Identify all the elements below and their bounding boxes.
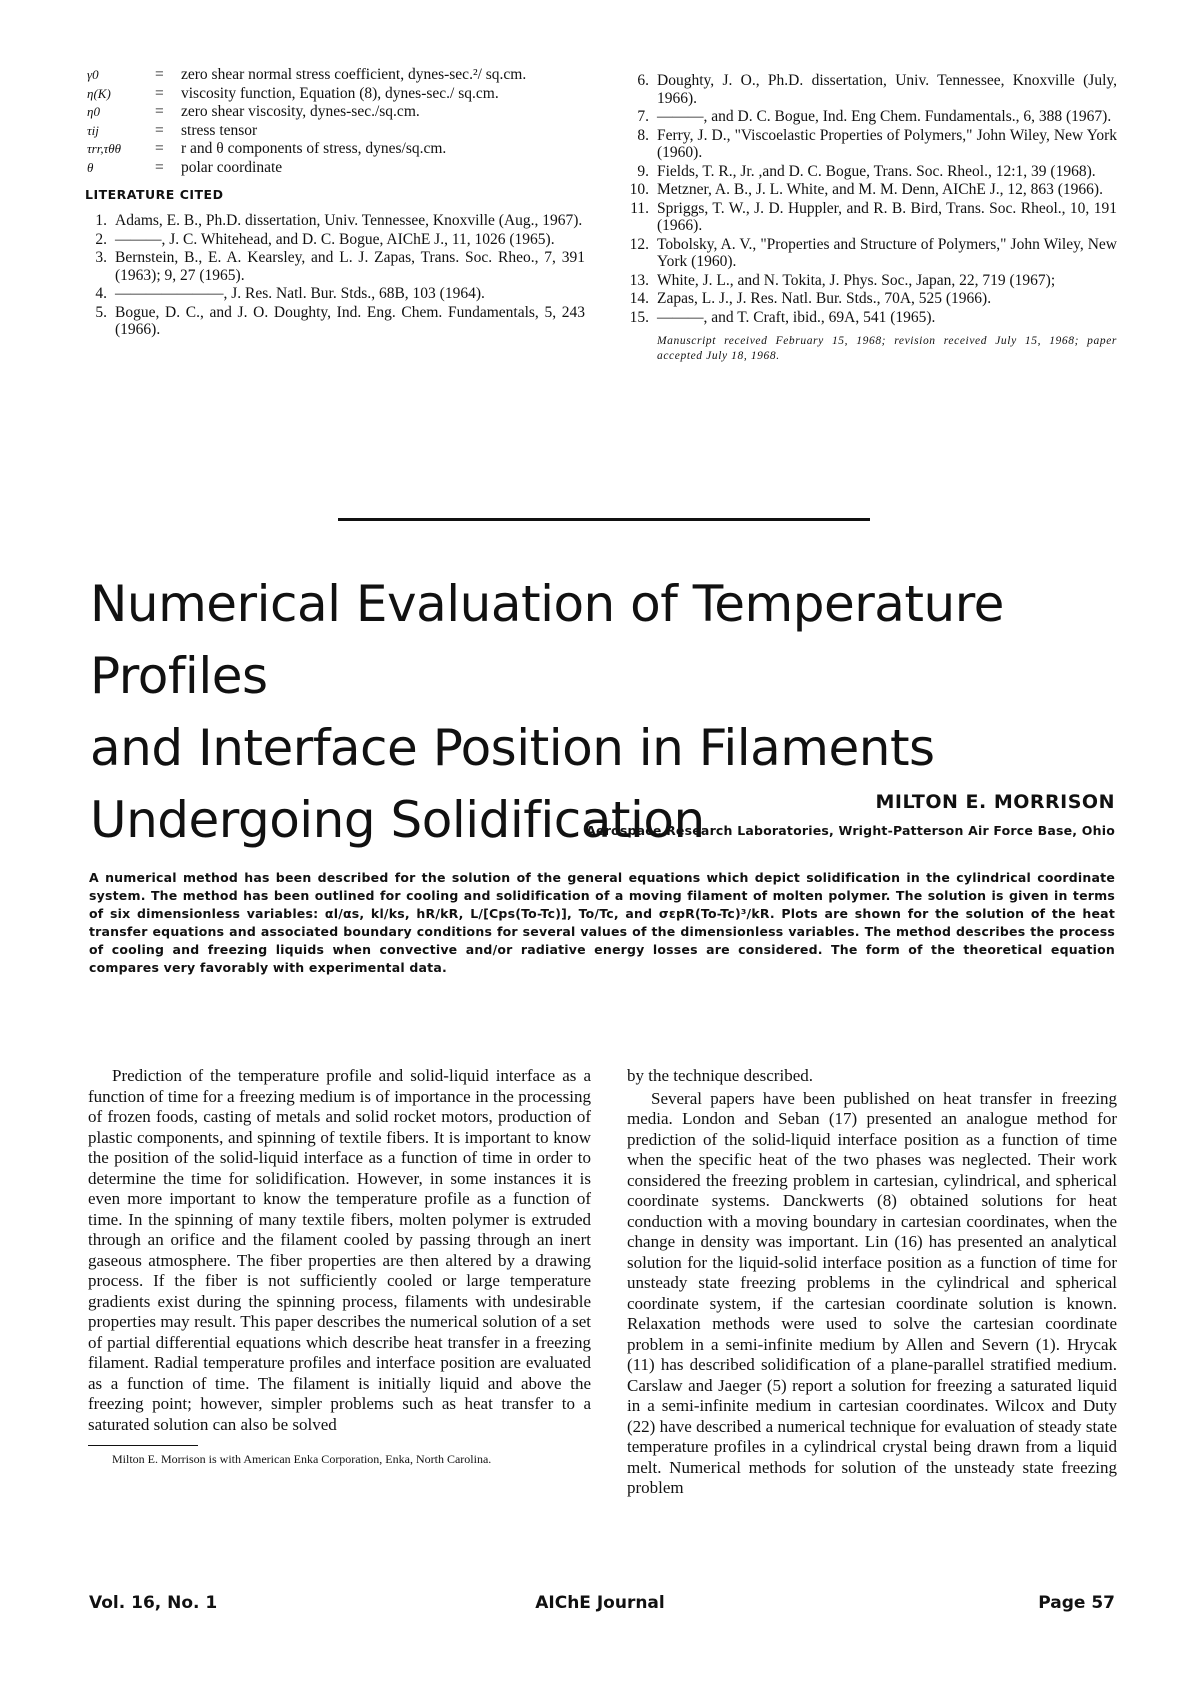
footnote-divider <box>88 1445 198 1446</box>
footer-volume: Vol. 16, No. 1 <box>89 1593 218 1613</box>
reference-number: 5. <box>95 303 107 321</box>
reference-number: 2. <box>95 230 107 248</box>
reference-item <box>627 236 1117 271</box>
reference-number: 12. <box>629 235 649 253</box>
nomenclature-definition: stress tensor <box>181 121 258 139</box>
nomenclature-definition: viscosity function, Equation (8), dynes-sec./ sq.cm. <box>181 84 499 102</box>
nomenclature-definition: zero shear viscosity, dynes-sec./sq.cm. <box>181 103 420 120</box>
reference-text: Tobolsky, A. V., "Properties and Structure of Polymers," John Wiley, New York (1960). <box>657 235 1117 270</box>
title-line: Undergoing Solidification <box>90 791 705 849</box>
footer-page-number: Page 57 <box>1038 1593 1115 1613</box>
reference-text: Adams, E. B., Ph.D. dissertation, Univ. Tennessee, Knoxville (Aug., 1967). <box>115 212 583 229</box>
reference-number: 11. <box>630 199 649 217</box>
reference-text: Zapas, L. J., J. Res. Natl. Bur. Stds., 70A, 525 (1966). <box>657 290 992 307</box>
reference-number: 1. <box>95 212 107 229</box>
nomenclature-symbol: τij <box>87 122 99 138</box>
nomenclature-definition: r and θ components of stress, dynes/sq.cm. <box>181 140 447 157</box>
reference-item <box>85 231 585 249</box>
reference-number: 13. <box>629 271 649 289</box>
abstract: A numerical method has been described for the solution of the general equations which depict solidification in the cylindrical coordinate system. The method has been outlined for cooling and solidification of a moving filament of molten polymer. The solution is given in terms of six dimensionless variables: αl/αs, kl/ks, hR/kR, L/[Cps(To-Tc)], To/Tc, and σεpR(To-Tc)³/kR. Plots are shown for the solution of the heat transfer equations and associated boundary conditions for several values of the dimensionless variables. The method describes the process of cooling and freezing liquids when convective and/or radiative energy losses are considered. The form of the theoretical equation compares very favorably with experimental data. <box>89 870 1115 975</box>
nomenclature-list <box>85 66 585 177</box>
reference-text: Ferry, J. D., "Viscoelastic Properties of Polymers," John Wiley, New York (1960). <box>657 126 1117 161</box>
literature-cited-heading: LITERATURE CITED <box>85 187 224 202</box>
reference-text: Fields, T. R., Jr. ,and D. C. Bogue, Trans. Soc. Rheol., 12:1, 39 (1968). <box>657 162 1096 180</box>
author-footnote: Milton E. Morrison is with American Enka Corporation, Enka, North Carolina. <box>112 1452 492 1466</box>
references-right <box>627 72 1117 326</box>
nomenclature-item: γ0 = zero shear normal stress coefficient, dynes-sec.²/ sq.cm. <box>85 66 585 85</box>
reference-text: Metzner, A. B., J. L. White, and M. M. Denn, AIChE J., 12, 863 (1966). <box>657 181 1103 198</box>
reference-text: ———, and D. C. Bogue, Ind. Eng Chem. Fundamentals., 6, 388 (1967). <box>657 108 1112 125</box>
author-name: MILTON E. MORRISON <box>875 791 1115 813</box>
reference-item <box>85 212 585 230</box>
reference-text: Bernstein, B., E. A. Kearsley, and L. J. Zapas, Trans. Soc. Rheo., 7, 391 (1963); 9, 27 (1965). <box>115 249 585 284</box>
reference-number: 8. <box>637 126 649 144</box>
reference-number: 4. <box>95 285 107 302</box>
reference-number: 6. <box>637 72 649 89</box>
nomenclature-definition: zero shear normal stress coefficient, dynes-sec.²/ sq.cm. <box>181 66 527 83</box>
reference-item <box>627 309 1117 327</box>
reference-text: Bogue, D. C., and J. O. Doughty, Ind. Eng. Chem. Fundamentals, 5, 243 (1966). <box>115 303 585 338</box>
nomenclature-item: τij = stress tensor <box>85 122 585 141</box>
nomenclature-symbol: γ0 <box>87 67 99 82</box>
nomenclature-item: η(K) = viscosity function, Equation (8), dynes-sec./ sq.cm. <box>85 85 585 104</box>
reference-text: ———————, J. Res. Natl. Bur. Stds., 68B, 103 (1964). <box>115 285 485 302</box>
nomenclature-symbol: η(K) <box>87 85 111 101</box>
literature-review-paragraph: Several papers have been published on heat transfer in freezing media. London and Seban (17) presented an analogue method for prediction of the solid-liquid interface position as a function of time when the specific heat of the two phases was neglected. Their work considered the freezing problem in cartesian, cylindrical, and spherical coordinate systems. Danckwerts (8) obtained solutions for heat conduction with a moving boundary in cartesian coordinates, when the change in density was important. Lin (16) has presented an analytical solution for the liquid-solid interface position as a function of time for unsteady state freezing problems in the cylindrical and spherical coordinate system, if the cartesian coordinate solution is known. Relaxation methods were used to solve the cartesian coordinate problem in a semi-infinite medium by Allen and Severn (1). Hrycak (11) has described solidification of a plane-parallel stratified medium. Carslaw and Jaeger (5) report a solution for freezing a saturated liquid in a semi-infinite medium in cartesian coordinates. Wilcox and Duty (22) have described a numerical technique for evaluation of steady state temperature profiles in a cylindrical crystal being drawn from a liquid melt. Numerical methods for solution of the unsteady state freezing problem <box>627 1088 1117 1497</box>
reference-item <box>85 249 585 284</box>
title-line: Numerical Evaluation of Temperature Profiles <box>90 575 1004 705</box>
reference-number: 14. <box>629 290 649 307</box>
top-right-column <box>627 72 1117 364</box>
nomenclature-symbol: τrr,τθθ <box>87 141 122 156</box>
reference-item <box>627 72 1117 107</box>
nomenclature-symbol: θ <box>87 159 94 175</box>
nomenclature-item: τrr,τθθ = r and θ components of stress, dynes/sq.cm. <box>85 140 585 159</box>
reference-item <box>627 200 1117 235</box>
reference-item <box>627 181 1117 199</box>
section-divider <box>338 518 870 521</box>
reference-text: Spriggs, T. W., J. D. Huppler, and R. B. Bird, Trans. Soc. Rheol., 10, 191 (1966). <box>657 199 1117 234</box>
reference-number: 10. <box>629 181 649 198</box>
reference-item <box>627 163 1117 181</box>
reference-item <box>85 304 585 339</box>
reference-text: ———, J. C. Whitehead, and D. C. Bogue, AIChE J., 11, 1026 (1965). <box>115 230 555 248</box>
reference-text: White, J. L., and N. Tokita, J. Phys. Soc., Japan, 22, 719 (1967); <box>657 271 1056 289</box>
title-line: and Interface Position in Filaments <box>90 719 935 777</box>
continuation-line: by the technique described. <box>627 1066 813 1085</box>
reference-number: 9. <box>637 162 649 180</box>
nomenclature-symbol: η0 <box>87 104 100 119</box>
top-left-column <box>85 66 585 340</box>
intro-paragraph: Prediction of the temperature profile and solid-liquid interface as a function of time for a freezing medium is of importance in the processing of frozen foods, casting of metals and solid rocket motors, production of plastic components, and spinning of textile fibers. It is important to know the position of the solid-liquid interface as a function of time in order to determine the time for solidification. However, in some instances it is even more important to know the temperature profile as a function of time. In the spinning of many textile fibers, molten polymer is extruded through an orifice and the filament cooled by passing through an inert gaseous atmosphere. The fiber properties are then altered by a drawing process. If the fiber is not sufficiently cooled or large temperature gradients exist during the spinning process, filaments with undesirable properties may result. This paper describes the numerical solution of a set of partial differential equations which describe heat transfer in a freezing filament. Radial temperature profiles and interface position are evaluated as a function of time. The filament is initially liquid and above the freezing point; however, simpler problems such as heat transfer to a saturated solution can also be solved <box>88 1066 591 1434</box>
reference-number: 3. <box>95 249 107 266</box>
nomenclature-item: θ = polar coordinate <box>85 159 585 178</box>
reference-item <box>627 127 1117 162</box>
reference-item <box>627 290 1117 308</box>
footer-journal: AIChE Journal <box>535 1593 665 1613</box>
reference-item <box>627 108 1117 126</box>
nomenclature-definition: polar coordinate <box>181 158 283 176</box>
body-right-column <box>627 1066 1117 1499</box>
manuscript-dates-note: Manuscript received February 15, 1968; revision received July 15, 1968; paper accepted July 18, 1968. <box>657 335 1117 362</box>
author-affiliation: Aerospace Research Laboratories, Wright-Patterson Air Force Base, Ohio <box>586 823 1115 838</box>
reference-text: ———, and T. Craft, ibid., 69A, 541 (1965). <box>657 308 936 326</box>
reference-number: 15. <box>629 308 649 326</box>
nomenclature-item: η0 = zero shear viscosity, dynes-sec./sq.cm. <box>85 103 585 122</box>
body-left-column <box>88 1066 591 1467</box>
reference-text: Doughty, J. O., Ph.D. dissertation, Univ. Tennessee, Knoxville (July, 1966). <box>657 72 1117 107</box>
reference-number: 7. <box>637 108 649 125</box>
reference-item <box>85 285 585 303</box>
references-left <box>85 212 585 339</box>
reference-item <box>627 272 1117 290</box>
